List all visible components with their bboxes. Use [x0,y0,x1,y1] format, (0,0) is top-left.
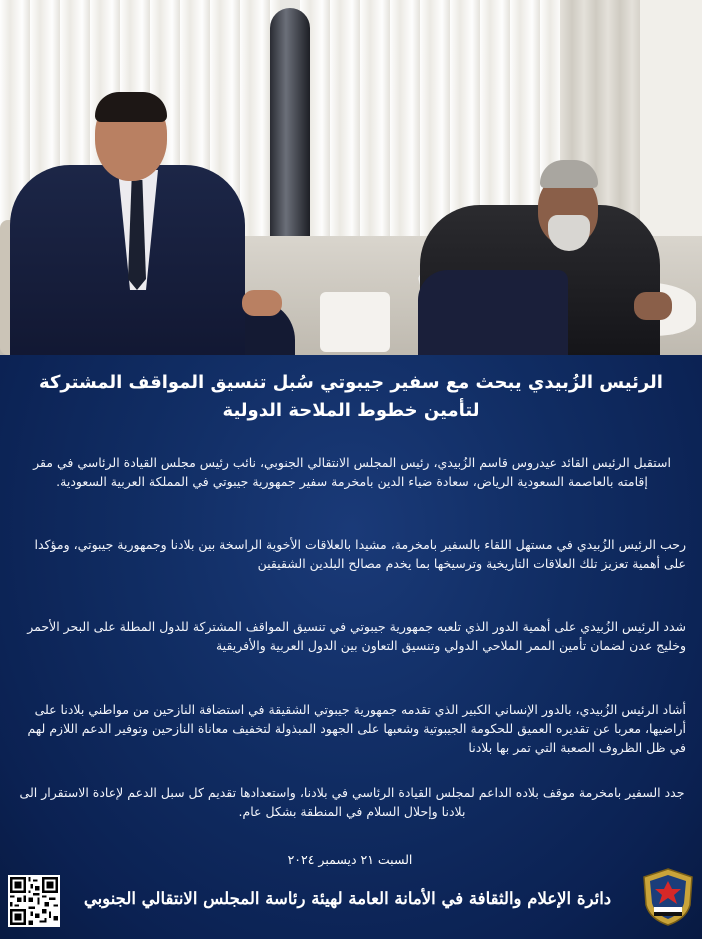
person-right-turban [540,160,598,188]
meeting-photo [0,0,702,355]
qr-code-icon[interactable] [8,875,60,927]
person-left-hand [242,290,282,316]
person-right-hand [634,292,672,320]
emblem-icon [640,867,696,927]
article-paragraph-3: شدد الرئيس الزُبيدي على أهمية الدور الذي تلعبه جمهورية جيبوتي في تنسيق المواقف المشتركة للدول المطلة على البحر الأحمر وخليج عدن لضمان تأمين الممر الملاحي الدولي وتنسيق التعاون بين الدول العربية والأفريقية [27,619,686,653]
article-headline: الرئيس الزُبيدي يبحث مع سفير جيبوتي سُبل تنسيق المواقف المشتركة لتأمين خطوط الملاحة الدولية [39,372,663,421]
article-paragraph-4: أشاد الرئيس الزُبيدي، بالدور الإنساني الكبير الذي تقدمه جمهورية جيبوتي الشقيقة في استضافة النازحين من مواطني بلادنا على أراضيها، معربا عن تقديره العميق للحكومة الجيبوتية وشعبها على الجهود المبذولة لتخفيف معاناة النازحين وتوفير الدعم اللازم لهم في ظل الظروف الصعبة التي تمر بها بلادنا [27,702,686,755]
person-right-thobe [418,270,568,355]
article-panel [0,355,702,939]
article-date: السبت ٢١ ديسمبر ٢٠٢٤ [287,852,413,867]
article-paragraph-1: استقبل الرئيس القائد عيدروس قاسم الزُبيدي، رئيس المجلس الانتقالي الجنوبي، نائب رئيس مجلس القيادة الرئاسي في مقر إقامته بالعاصمة السعودية الرياض، سعادة ضياء الدين بامخرمة سفير جمهورية جيبوتي في المملكة العربية السعودية. [33,455,671,489]
article-paragraph-5: جدد السفير بامخرمة موقف بلاده الداعم لمجلس القيادة الرئاسي في بلادنا، واستعدادها تقديم كل سبل الدعم لإعادة الاستقرار الى بلادنا وإحلال السلام في المنطقة بشكل عام. [19,785,685,819]
footer-title: دائرة الإعلام والثقافة في الأمانة العامة لهيئة رئاسة المجلس الانتقالي الجنوبي [83,889,612,908]
side-table [320,292,390,352]
person-left-hair [95,92,167,122]
article-paragraph-2: رحب الرئيس الزُبيدي في مستهل اللقاء بالسفير بامخرمة، مشيدا بالعلاقات الأخوية الراسخة بين بلادنا وجمهورية جيبوتي، ومؤكدا على أهمية تعزيز تلك العلاقات التاريخية وترسيخها بما يخدم مصالح البلدين الشقيقين [34,537,686,571]
